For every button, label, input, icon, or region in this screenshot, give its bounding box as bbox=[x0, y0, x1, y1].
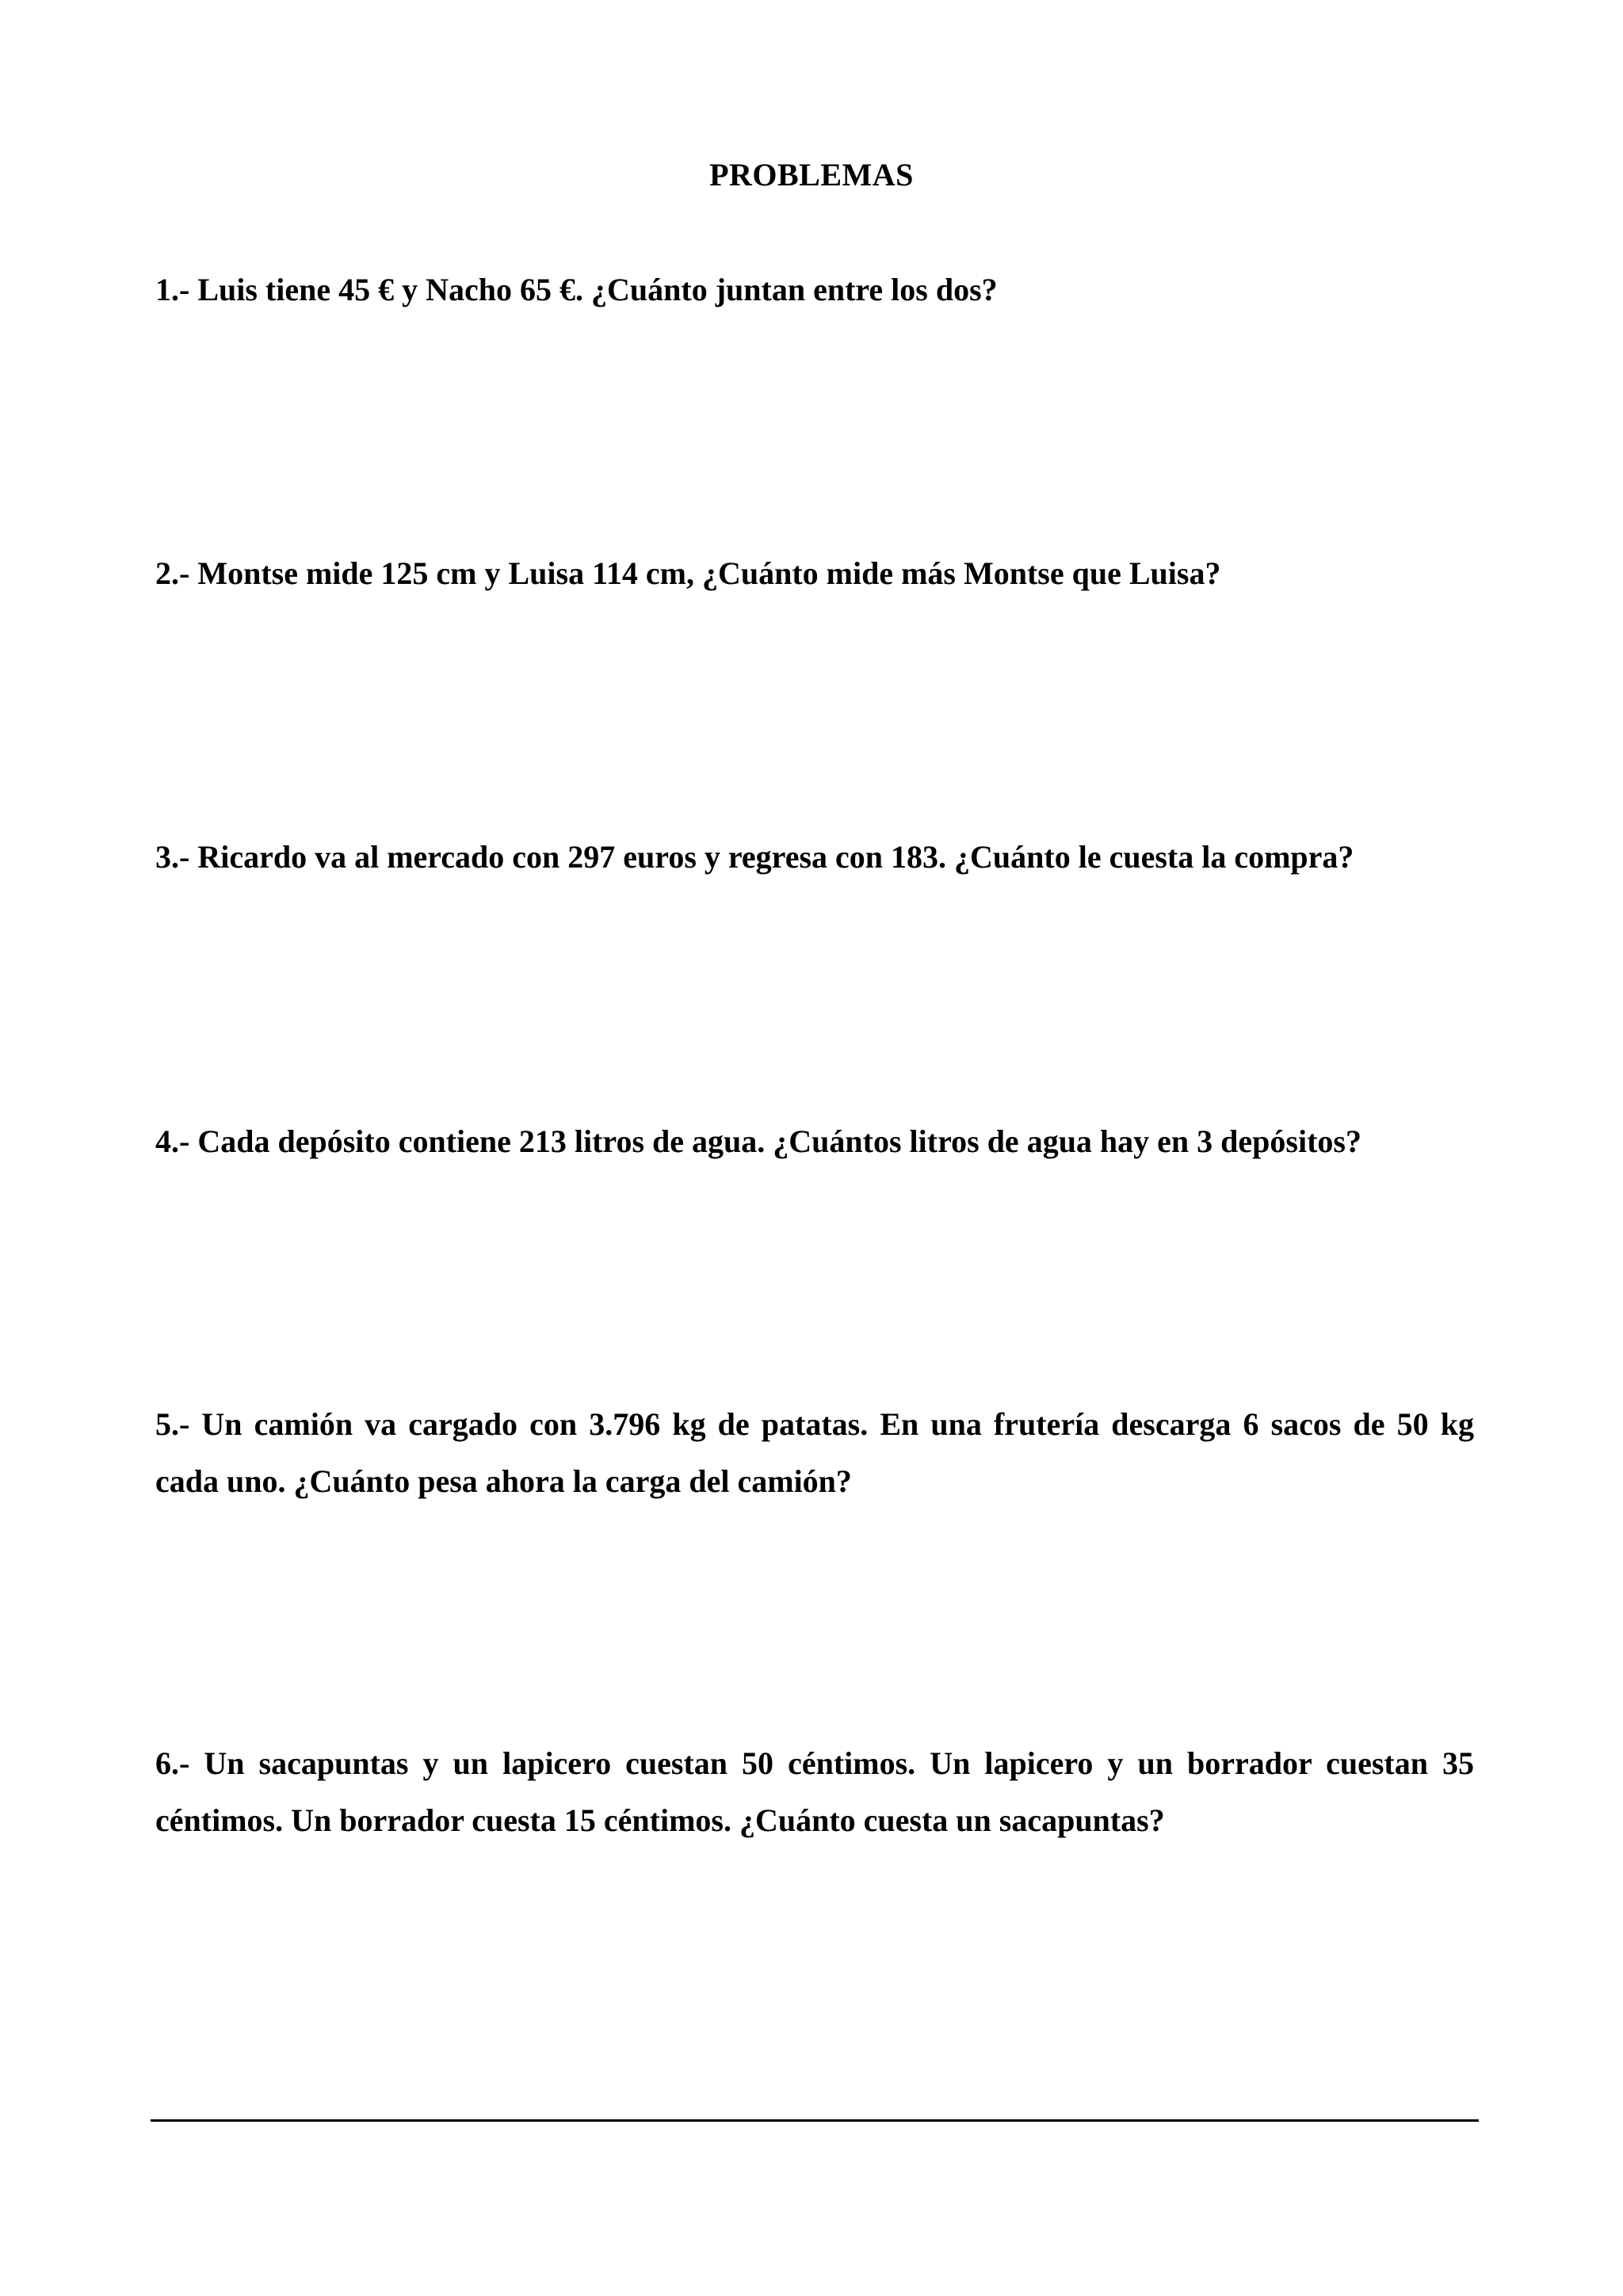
problem-6-line-1: 6.- Un sacapuntas y un lapicero cuestan 50 céntimos. Un lapicero y un borrador cuestan 35 bbox=[155, 1745, 1474, 1781]
problem-1 bbox=[155, 261, 1474, 318]
problem-5-line-1: 5.- Un camión va cargado con 3.796 kg de patatas. En una frutería descarga 6 sacos de 50 kg bbox=[155, 1406, 1474, 1442]
problem-3 bbox=[155, 829, 1474, 886]
problem-2 bbox=[155, 545, 1474, 602]
page-title: PROBLEMAS bbox=[709, 157, 914, 193]
problem-6 bbox=[155, 1735, 1474, 1849]
bottom-divider bbox=[151, 2119, 1479, 2122]
problem-6-line-2: céntimos. Un borrador cuesta 15 céntimos. ¿Cuánto cuesta un sacapuntas? bbox=[155, 1802, 1165, 1838]
problem-5-line-2: cada uno. ¿Cuánto pesa ahora la carga del camión? bbox=[155, 1463, 852, 1499]
problem-2-text: 2.- Montse mide 125 cm y Luisa 114 cm, ¿Cuánto mide más Montse que Luisa? bbox=[155, 555, 1221, 591]
problem-3-text: 3.- Ricardo va al mercado con 297 euros y regresa con 183. ¿Cuánto le cuesta la compra? bbox=[155, 839, 1354, 875]
problem-4-text: 4.- Cada depósito contiene 213 litros de agua. ¿Cuántos litros de agua hay en 3 depósitos? bbox=[155, 1123, 1361, 1159]
problem-5 bbox=[155, 1396, 1474, 1510]
problem-1-text: 1.- Luis tiene 45 € y Nacho 65 €. ¿Cuánto juntan entre los dos? bbox=[155, 272, 998, 307]
problem-4 bbox=[155, 1113, 1474, 1170]
